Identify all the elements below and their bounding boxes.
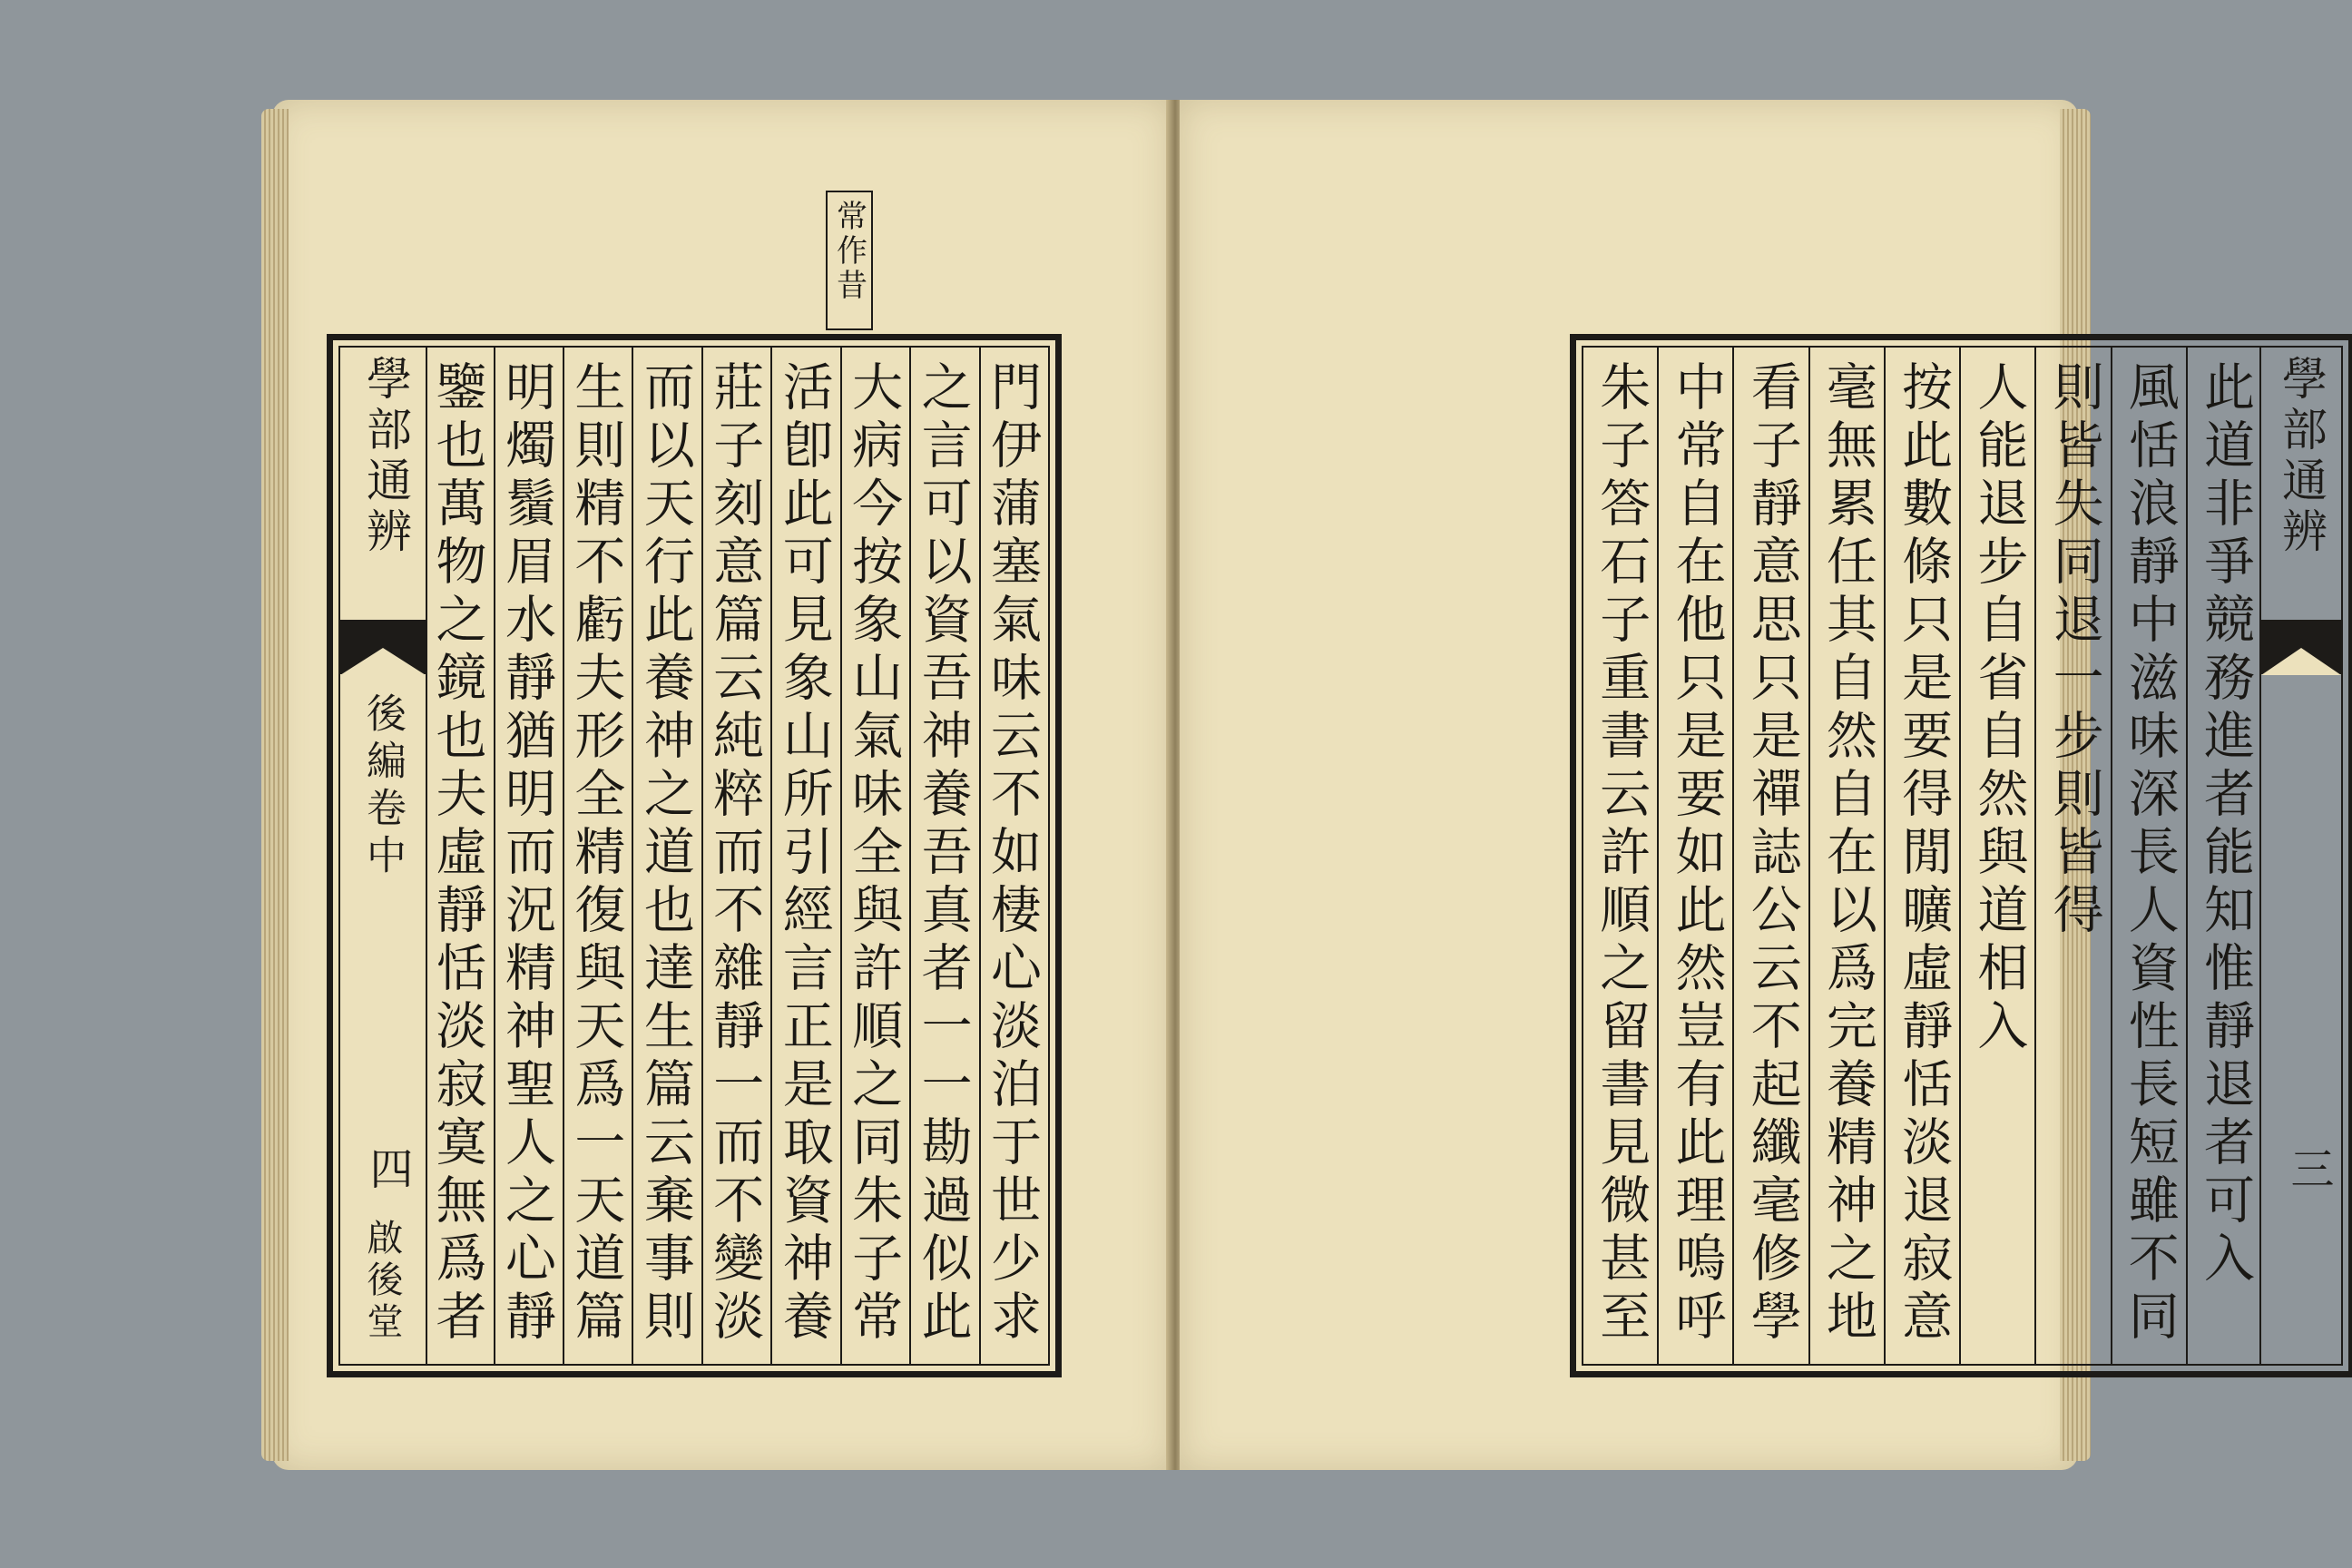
text-column bbox=[426, 348, 493, 1364]
banner-column-right bbox=[2259, 348, 2341, 1364]
text-column bbox=[1959, 348, 2034, 1364]
column-text: 朱子答石子重書云許順之留書見微甚至 bbox=[1592, 360, 1651, 1348]
banner-page-number: 三 bbox=[2283, 1146, 2334, 1190]
column-text: 生則精不虧夫形全精復與天爲一天道篇 bbox=[566, 360, 626, 1348]
right-page bbox=[1180, 100, 2334, 1470]
header-stamp-text: 常作昔 bbox=[830, 200, 867, 303]
text-frame-right bbox=[1570, 334, 2352, 1377]
fish-tail-mark bbox=[2261, 620, 2341, 674]
banner-column-left bbox=[340, 348, 427, 1364]
banner-publisher: 啟後堂 bbox=[361, 1219, 403, 1344]
text-column bbox=[979, 348, 1048, 1364]
open-book bbox=[272, 100, 2334, 1470]
text-frame-inner-left bbox=[338, 346, 1050, 1366]
text-column bbox=[909, 348, 978, 1364]
column-text: 大病今按象山氣味全與許順之同朱子常 bbox=[844, 360, 904, 1348]
text-frame-inner-right bbox=[1582, 346, 2343, 1366]
column-text: 明燭鬚眉水靜猶明而況精神聖人之心靜 bbox=[496, 360, 556, 1348]
column-text: 人能退步自省自然與道相入 bbox=[1969, 360, 2029, 1057]
text-column bbox=[701, 348, 770, 1364]
column-text: 此道非爭競務進者能知惟靜退者可入 bbox=[2196, 360, 2255, 1289]
text-column bbox=[1808, 348, 1884, 1364]
column-text: 毫無累任其自然自在以爲完養精神之地 bbox=[1818, 360, 1877, 1348]
column-text: 則皆失同退一步則皆得 bbox=[2044, 360, 2104, 941]
header-stamp bbox=[826, 191, 873, 330]
text-frame-left bbox=[327, 334, 1062, 1377]
column-text: 中常自在他只是要如此然豈有此理嗚呼 bbox=[1667, 360, 1727, 1348]
column-text: 而以天行此養神之道也達生篇云棄事則 bbox=[635, 360, 695, 1348]
column-text: 看子靜意思只是禪誌公云不起纖毫修學 bbox=[1742, 360, 1802, 1348]
text-column bbox=[2034, 348, 2110, 1364]
text-column bbox=[1657, 348, 1732, 1364]
text-column bbox=[1884, 348, 1959, 1364]
column-text: 活卽此可見象山所引經言正是取資神養 bbox=[774, 360, 834, 1348]
banner-title: 學部通辨 bbox=[2275, 355, 2328, 558]
text-columns-left bbox=[426, 348, 1048, 1364]
text-column bbox=[2186, 348, 2261, 1364]
left-page bbox=[272, 100, 1171, 1470]
text-column bbox=[1583, 348, 1657, 1364]
fish-tail-mark bbox=[340, 620, 426, 674]
column-text: 鑒也萬物之鏡也夫虛靜恬淡寂寞無爲者 bbox=[427, 360, 487, 1348]
banner-volume: 後編卷中 bbox=[359, 692, 406, 881]
column-text: 門伊蒲塞氣味云不如棲心淡泊于世少求 bbox=[983, 360, 1042, 1348]
column-text: 莊子刻意篇云純粹而不雜靜一而不變淡 bbox=[705, 360, 765, 1348]
column-text: 風恬浪靜中滋味深長人資性長短雖不同 bbox=[2120, 360, 2180, 1348]
page-edges-left bbox=[261, 109, 289, 1461]
text-column bbox=[770, 348, 839, 1364]
text-columns-right bbox=[1583, 348, 2261, 1364]
text-column bbox=[632, 348, 701, 1364]
text-column bbox=[1732, 348, 1808, 1364]
column-text: 按此數條只是要得閒曠虛靜恬淡退寂意 bbox=[1894, 360, 1954, 1348]
text-column bbox=[840, 348, 909, 1364]
text-column bbox=[563, 348, 632, 1364]
banner-page-number: 四 bbox=[362, 1146, 413, 1190]
column-text: 之言可以資吾神養吾真者一一勘過似此 bbox=[913, 360, 973, 1348]
text-column bbox=[2111, 348, 2186, 1364]
text-column bbox=[494, 348, 563, 1364]
banner-title: 學部通辨 bbox=[359, 355, 412, 558]
